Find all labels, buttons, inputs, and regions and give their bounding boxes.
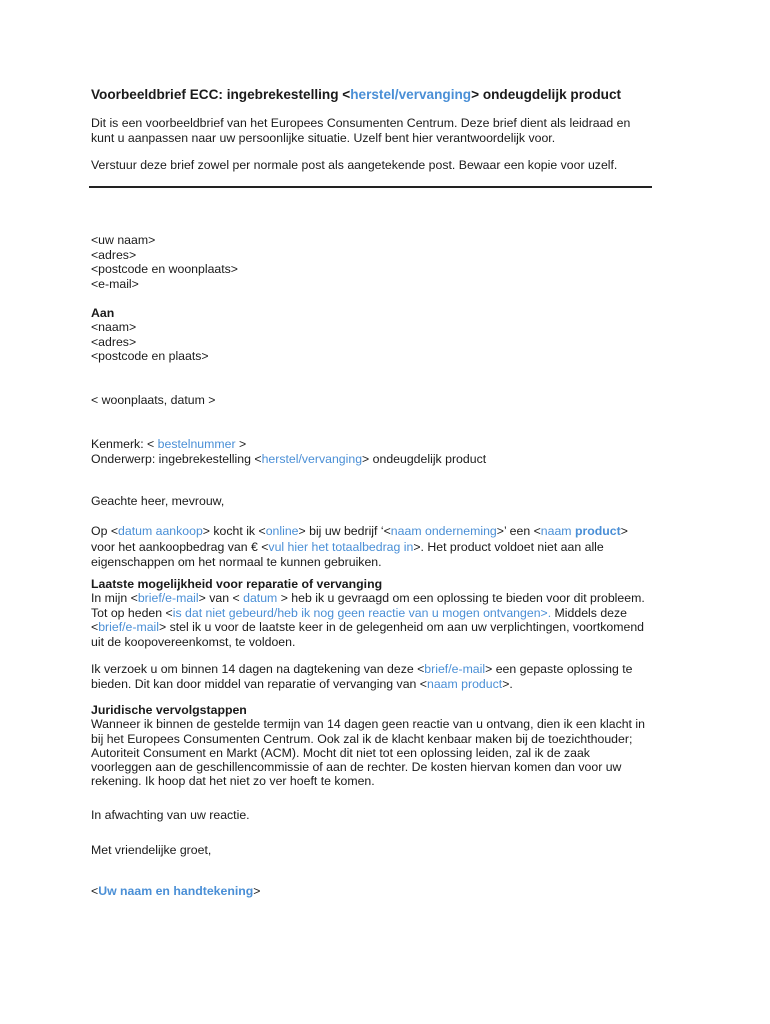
signature-placeholder: Uw naam en handtekening [98,884,254,898]
title-placeholder: herstel/vervanging [350,87,472,102]
date-placeholder: datum [243,591,278,605]
sender-postcode: <postcode en woonplaats> [91,262,238,276]
s1-line-4: uit de koopovereenkomst, te voldoen. [91,635,296,649]
place-date: < woonplaats, datum > [91,393,216,407]
letter-email-placeholder-3: brief/e-mail [424,662,486,676]
company-placeholder: naam onderneming [390,524,497,538]
s2-line-1: Wanneer ik binnen de gestelde termijn van 14 dagen geen reactie van u ontvang, dien ik een klacht in [91,717,645,731]
p2-line-2: bieden. Dit kan door middel van reparatie of vervanging van <naam product>. [91,677,513,691]
closing-line-2: Met vriendelijke groet, [91,843,212,857]
recipient-name: <naam> [91,320,137,334]
s1-line-3: <brief/e-mail> stel ik u voor de laatste keer in de gelegenheid om aan uw verplichtingen, voortkomend [91,620,645,634]
divider [89,186,652,188]
p1-line-1: Op <datum aankoop> kocht ik <online> bij uw bedrijf ‘<naam onderneming>’ een <naam product> [91,524,628,538]
signature-line: <Uw naam en handtekening> [91,884,261,898]
letter-email-placeholder: brief/e-mail [137,591,199,605]
title-prefix: Voorbeeldbrief ECC: ingebrekestelling < [91,87,351,102]
p2-line-1: Ik verzoek u om binnen 14 dagen na dagtekening van deze <brief/e-mail> een gepaste oplossing te [91,662,633,676]
sender-address: <adres> [91,248,137,262]
product-placeholder: product [574,524,621,538]
section1-heading: Laatste mogelijkheid voor reparatie of vervanging [91,577,383,591]
status-placeholder: is dat niet gebeurd/heb ik nog geen reactie van u mogen ontvangen>. [172,606,552,620]
recipient-postcode: <postcode en plaats> [91,349,209,363]
order-number-placeholder: bestelnummer [157,437,236,451]
letter-email-placeholder-2: brief/e-mail [98,620,160,634]
salutation: Geachte heer, mevrouw, [91,494,225,508]
channel-placeholder: online [265,524,299,538]
reference-line: Kenmerk: < bestelnummer > [91,437,247,451]
s2-line-2: bij het Europees Consumenten Centrum. Ook zal ik de klacht kenbaar maken bij de toezichthouder; [91,732,633,746]
subject-placeholder: herstel/vervanging [261,452,363,466]
purchase-date-placeholder: datum aankoop [118,524,203,538]
sender-email: <e-mail> [91,277,139,291]
s2-line-4: voorleggen aan de geschillencommissie of aan de rechter. De kosten hiervan komen dan voor uw [91,760,622,774]
intro-line-1: Dit is een voorbeeldbrief van het Europees Consumenten Centrum. Deze brief dient als leidraad en [91,116,631,130]
subject-line: Onderwerp: ingebrekestelling <herstel/vervanging> ondeugdelijk product [91,452,487,466]
title-suffix: > ondeugdelijk product [471,87,622,102]
s1-line-2: Tot op heden <is dat niet gebeurd/heb ik nog geen reactie van u mogen ontvangen>. Middels deze [91,606,627,620]
s2-line-3: Autoriteit Consument en Markt (ACM). Mocht dit niet tot een oplossing leiden, zal ik de zaak [91,746,590,760]
intro-line-2: kunt u aanpassen naar uw persoonlijke situatie. Uzelf bent hier verantwoordelijk voor. [91,131,556,145]
recipient-heading: Aan [91,306,115,320]
sender-name: <uw naam> [91,233,156,247]
amount-placeholder: vul hier het totaalbedrag in [268,540,414,554]
recipient-address: <adres> [91,335,137,349]
product-name-placeholder: naam [540,524,572,538]
section2-heading: Juridische vervolgstappen [91,703,247,717]
closing-line-1: In afwachting van uw reactie. [91,808,250,822]
s2-line-5: rekening. Ik hoop dat het niet zo ver hoeft te komen. [91,774,375,788]
product-name-placeholder-2: naam product [426,677,503,691]
letter-title [91,87,621,102]
s1-line-1: In mijn <brief/e-mail> van < datum > heb ik u gevraagd om een oplossing te bieden voor dit probleem. [91,591,645,605]
p1-line-2: voor het aankoopbedrag van € <vul hier het totaalbedrag in>. Het product voldoet niet aan alle [91,540,604,554]
intro-line-3: Verstuur deze brief zowel per normale post als aangetekende post. Bewaar een kopie voor uzelf. [91,158,618,172]
p1-line-3: eigenschappen om het normaal te kunnen gebruiken. [91,555,382,569]
